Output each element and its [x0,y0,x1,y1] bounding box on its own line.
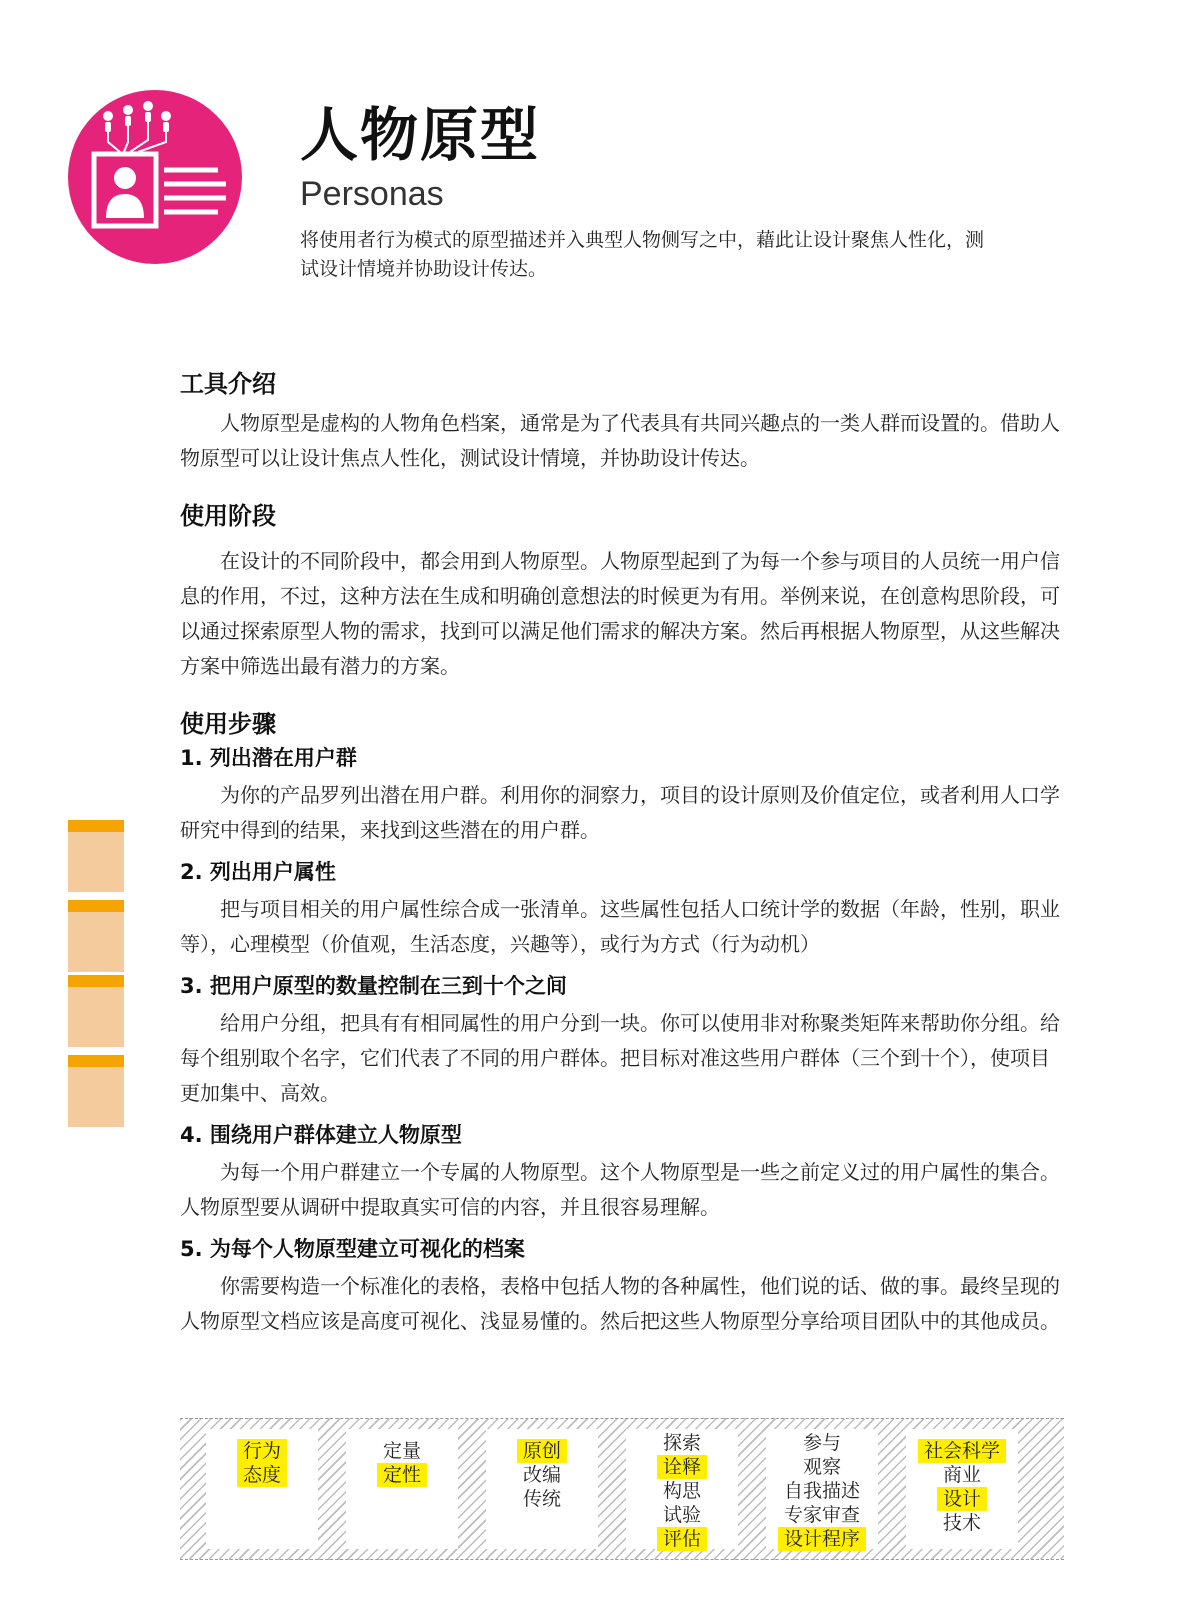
tag-word: 传统 [522,1488,561,1510]
side-tab[interactable] [68,820,124,892]
tag-word: 商业 [942,1464,981,1486]
step-body: 给用户分组，把具有有相同属性的用户分到一块。你可以使用非对称聚类矩阵来帮助你分组。给每个组别取个名字，它们代表了不同的用户群体。把目标对准这些用户群体（三个到十个），使项目更加集中、高效。 [180,1011,1060,1105]
tag-column [906,1429,1018,1549]
tag-word: 诠释 [657,1455,707,1479]
tag-word: 专家审查 [783,1504,860,1526]
step-title: 5. 为每个人物原型建立可视化的档案 [180,1237,525,1261]
tag-word: 探索 [662,1432,701,1454]
persona-card-icon [68,90,242,264]
step-title: 3. 把用户原型的数量控制在三到十个之间 [180,974,567,998]
side-tab[interactable] [68,975,124,1047]
persona-logo [68,90,242,264]
tag-column [486,1429,598,1549]
tag-word: 行为 [237,1439,287,1463]
tag-word: 自我描述 [783,1480,860,1502]
side-tab[interactable] [68,900,124,972]
tag-word: 态度 [237,1463,287,1487]
tag-word: 技术 [942,1512,981,1534]
section-heading-steps: 使用步骤 [180,710,276,738]
page-subtitle: Personas [300,175,444,213]
step-title: 1. 列出潜在用户群 [180,746,357,770]
tag-word: 原创 [517,1439,567,1463]
tag-word: 评估 [657,1527,707,1551]
step-title: 2. 列出用户属性 [180,860,336,884]
tag-word: 定量 [382,1440,421,1462]
tag-word: 设计程序 [778,1527,866,1551]
tag-strip [180,1418,1064,1560]
section-heading-stage: 使用阶段 [180,502,276,530]
step-body: 为你的产品罗列出潜在用户群。利用你的洞察力，项目的设计原则及价值定位，或者利用人口学研究中得到的结果，来找到这些潜在的用户群。 [180,783,1060,842]
section-body-intro: 人物原型是虚构的人物角色档案，通常是为了代表具有共同兴趣点的一类人群而设置的。借助人物原型可以让设计焦点人性化，测试设计情境，并协助设计传达。 [180,411,1060,470]
tag-word: 改编 [522,1464,561,1486]
tag-word: 试验 [662,1504,701,1526]
step-title: 4. 围绕用户群体建立人物原型 [180,1123,462,1147]
step-body: 你需要构造一个标准化的表格，表格中包括人物的各种属性，他们说的话、做的事。最终呈现的人物原型文档应该是高度可视化、浅显易懂的。然后把这些人物原型分享给项目团队中的其他成员。 [180,1274,1060,1333]
tag-column [626,1429,738,1549]
tag-column [346,1429,458,1549]
tag-column [766,1429,878,1549]
tag-word: 设计 [937,1487,987,1511]
main-content [180,366,1066,1339]
tag-word: 社会科学 [918,1439,1006,1463]
tag-word: 观察 [802,1456,841,1478]
tag-word: 参与 [802,1432,841,1454]
page-title: 人物原型 [300,101,541,169]
tag-column [206,1429,318,1549]
section-heading-intro: 工具介绍 [180,370,276,398]
side-tab[interactable] [68,1055,124,1127]
step-body: 把与项目相关的用户属性综合成一张清单。这些属性包括人口统计学的数据（年龄，性别，职业等），心理模型（价值观，生活态度，兴趣等），或行为方式（行为动机） [180,897,1060,956]
section-body-stage: 在设计的不同阶段中，都会用到人物原型。人物原型起到了为每一个参与项目的人员统一用户信息的作用，不过，这种方法在生成和明确创意想法的时候更为有用。举例来说，在创意构思阶段，可以通过探索原型人物的需求，找到可以满足他们需求的解决方案。然后再根据人物原型，从这些解决方案中筛选出最有潜力的方案。 [180,549,1060,678]
step-body: 为每一个用户群建立一个专属的人物原型。这个人物原型是一些之前定义过的用户属性的集合。人物原型要从调研中提取真实可信的内容，并且很容易理解。 [180,1160,1060,1219]
tag-word: 构思 [662,1480,701,1502]
tag-word: 定性 [377,1463,427,1487]
page-description: 将使用者行为模式的原型描述并入典型人物侧写之中，藉此让设计聚焦人性化，测试设计情境并协助设计传达。 [300,229,985,280]
